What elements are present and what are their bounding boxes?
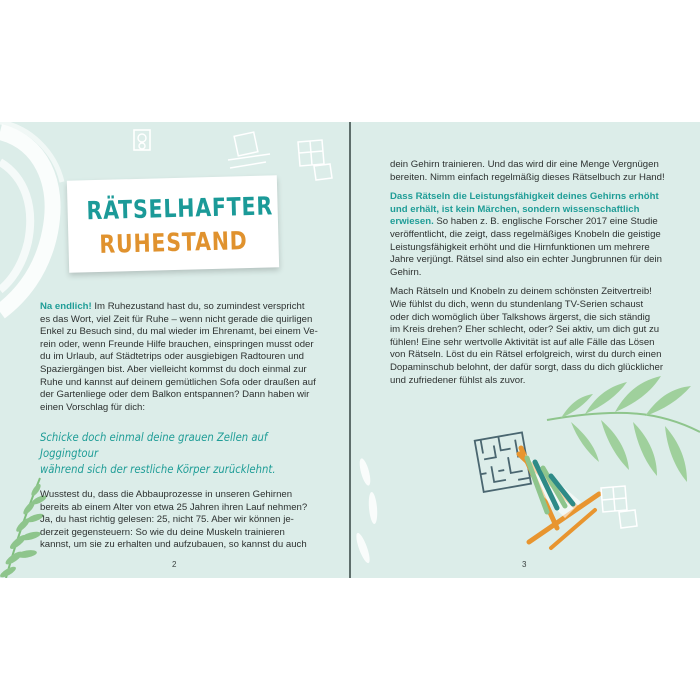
brush-swirl-icon <box>0 122 70 322</box>
para-line: bereits ab einem Alter von etwa 25 Jahren ihren Lauf nehmen? <box>40 501 308 513</box>
left-page <box>0 122 350 578</box>
chapter-title-line2: RUHESTAND <box>99 226 248 259</box>
para-line: Wie fühlst du dich, wenn du stundenlang TV-Serien schaust <box>390 298 644 310</box>
research-paragraph <box>390 191 690 279</box>
research-highlight: erwiesen. <box>390 216 434 228</box>
puzzle-doodle-icon <box>595 480 643 530</box>
chapter-title-banner <box>67 175 279 272</box>
intro-line: rein oder, wenn Freunde Hilfe brauchen, einspringen musst oder <box>40 338 314 350</box>
para-line: Dopaminschub belohnt, der dafür sorgt, dass du dich glücklicher <box>390 361 664 373</box>
intro-line: du im Urlaub, auf Städtetrips oder ausgiebigen Radtouren und <box>40 351 304 363</box>
para-line: Leistungsfähigkeit erhöht und die Hirnfunktionen um mehrere <box>390 241 650 253</box>
brain-aging-paragraph <box>40 489 336 552</box>
intro-paragraph <box>40 301 336 414</box>
para-line: fühlen! Eine sehr wertvolle Aktivität ist auf alle Fälle das Lösen <box>390 336 655 348</box>
para-line: derzeit gegensteuern: So wie du deine Muskeln trainieren <box>40 526 285 538</box>
right-page <box>351 122 700 578</box>
intro-line: Spaziergängen bist. Aber vielleicht kommst du doch einmal zur <box>40 363 307 375</box>
para-line: Mach Rätseln und Knobeln zu deinem schönsten Zeitvertreib! <box>390 286 652 298</box>
intro-line: Enkel zu Besuch sind, du mal wieder im Ehrenamt, bei einem Ve- <box>40 326 318 338</box>
para-line: und zufriedener fühlst als zuvor. <box>390 374 526 386</box>
puzzle-doodle-icon <box>128 126 178 166</box>
intro-line: einen Vorschlag für dich: <box>40 401 146 413</box>
intro-line: der Gartenliege oder dem Balkon entspannen? Dann haben wir <box>40 389 310 401</box>
continuation-paragraph <box>390 159 690 184</box>
para-line: dein Gehirn trainieren. Und das wird dir eine Menge Vergnügen <box>390 159 659 170</box>
book-spread <box>0 122 700 578</box>
para-line: Ja, du hast richtig gelesen: 25, nicht 75. Aber wir können je- <box>40 514 294 526</box>
quote-line: während sich der restliche Körper zurücklehnt. <box>40 463 276 476</box>
research-highlight: und erhält, ist kein Märchen, sondern wissenschaftlich <box>390 203 640 215</box>
crossword-doodle-icon <box>292 136 336 182</box>
research-highlight: Dass Rätseln die Leistungsfähigkeit deines Gehirns erhöht <box>390 191 659 203</box>
para-line: Jahre verjüngt. Rätsel sind also ein echter Jungbrunnen für dein <box>390 254 662 266</box>
sudoku-doodle-icon <box>226 130 274 174</box>
intro-line: Im Ruhezustand hast du, so zumindest verspricht <box>94 301 305 312</box>
para-line: veröffentlicht, die zeigt, dass regelmäßiges Knobeln die geistige <box>390 228 661 240</box>
para-line: oder dich womöglich über Talkshows ärgerst, die sich ständig <box>390 311 651 323</box>
para-line: im Kreis drehen? Eher schlecht, oder? Sei aktiv, um dich gut zu <box>390 324 660 336</box>
chapter-title-line1: RÄTSELHAFTER <box>86 191 274 226</box>
para-line: Wusstest du, dass die Abbauprozesse in unseren Gehirnen <box>40 489 293 500</box>
quote-line: Schicke doch einmal deine grauen Zellen auf Joggingtour <box>40 431 268 460</box>
intro-line: es das Wort, viel Zeit für Ruhe – wenn nicht gerade die quirligen <box>40 313 313 325</box>
para-line: bereiten. Nimm einfach regelmäßig dieses Rätselbuch zur Hand! <box>390 171 665 183</box>
page-number: 2 <box>172 560 177 569</box>
para-line: von Rätseln. Löst du ein Rätsel erfolgreich, wirst du durch einen <box>390 349 662 361</box>
para-line: kannst, um sie zu erhalten und aufzubauen, so kannst du auch <box>40 539 307 551</box>
page-number: 3 <box>522 560 527 569</box>
right-text-column <box>390 159 690 387</box>
intro-highlight: Na endlich! <box>40 301 92 312</box>
para-line: Gehirn. <box>390 266 422 278</box>
para-line: So haben z. B. englische Forscher 2017 eine Studie <box>433 216 658 228</box>
pull-quote <box>40 430 301 478</box>
fern-leaf-icon <box>351 452 391 578</box>
intro-line: Ruhe und kannst auf deinem gemütlichen Sofa oder draußen auf <box>40 376 316 388</box>
